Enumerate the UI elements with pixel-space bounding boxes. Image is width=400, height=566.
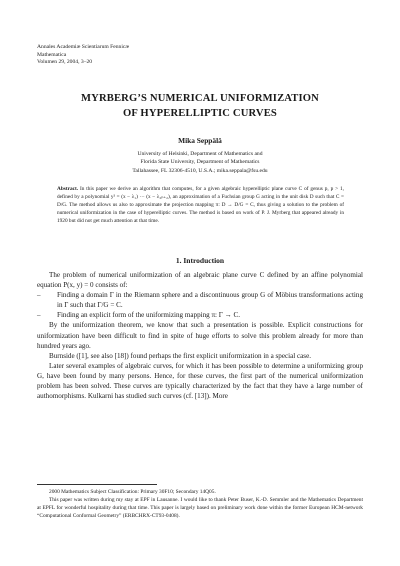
paragraph-2: By the uniformization theorem, we know that such a presentation is possible. Explicit constructions for uniformization have been difficult to find in spite of huge efforts to solve this problem already for more than hundred years ago. [37, 321, 363, 350]
body-text [37, 270, 363, 401]
paragraph-1: The problem of numerical uniformization of an algebraic plane curve C defined by an affine polynomial equation P(x, y) = 0 consists of: [37, 271, 363, 290]
abstract-label: Abstract. [57, 186, 79, 192]
author-affiliation [0, 150, 400, 175]
footnote-acknowledgement: This paper was written during my stay at EPF in Lausanne. I would like to thank Peter Buser, K.-D. Semmler and the Mathematics Department at EPFL for wonderful hospitality during that time. This paper is largely based on preliminary work done within the former European HCM-network “Computational Conformal Geometry” (ERBCHRX-CT93-0408). [37, 497, 363, 519]
abstract [57, 186, 344, 226]
title-line-1: MYRBERG’S NUMERICAL UNIFORMIZATION [81, 93, 319, 104]
footnotes [37, 488, 363, 520]
section-heading: 1. Introduction [175, 256, 225, 265]
journal-volume: Volumen 29, 2004, 3–20 [37, 59, 93, 66]
abstract-text: In this paper we derive an algorithm that computes, for a given algebraic hyperelliptic plane curve C of genus p, p > 1, defined by a polynomial y² = (x − λ₁) ··· (x − λ₂ₚ₊₂), an approximation of a Fuchsian group G acting in the unit disk D such that C = D/G. The method allows us also to approximate the projection mapping π: D → D/G = C, thus giving a solution to the problem of numerical uniformization in the case of hyperelliptic curves. The method is based on work of P. J. Myrberg that appeared already in 1920 but did not get much attention at that time. [57, 186, 345, 224]
affiliation-line-3: Tallahassee, FL 32306-4510, U.S.A.; mika.seppala@fsu.edu [132, 167, 268, 174]
footnote-classification: 2000 Mathematics Subject Classification: Primary 30F10; Secondary 14Q05. [49, 489, 216, 495]
affiliation-line-1: University of Helsinki, Department of Mathematics and [137, 151, 263, 157]
title-line-2: OF HYPERELLIPTIC CURVES [123, 107, 277, 119]
journal-name: Annales Academiæ Scientiarum Fennicæ [37, 44, 130, 50]
list-item-text: Finding an explicit form of the uniformizing mapping π: Γ → C. [57, 311, 241, 320]
journal-subject: Mathematica [37, 51, 67, 58]
paper-title [0, 92, 400, 121]
list-item-text: Finding a domain Γ in the Riemann sphere and a discontinuous group G of Möbius transformations acting in Γ such that Γ/G = C. [57, 291, 363, 310]
journal-header [37, 44, 129, 67]
affiliation-line-2: Florida State University, Department of Mathematics [140, 159, 260, 166]
list-item: – Finding an explicit form of the uniformizing mapping π: Γ → C. [37, 311, 241, 320]
author-name: Mika Seppälä [178, 136, 222, 145]
footnote-divider [37, 484, 157, 485]
list-item: – Finding a domain Γ in the Riemann sphere and a discontinuous group G of Möbius transformations acting in Γ such that Γ/G = C. [37, 291, 363, 310]
paragraph-4: Later several examples of algebraic curves, for which it has been possible to determine a uniformizing group G, have been found by many persons. Hence, for these curves, the first part of the numerical uniformization problem has been solved. These curves are typically characterized by the fact that they have a large number of authomorphisms. Kulkarni has studied such curves (cf. [13]). More [37, 361, 363, 401]
paragraph-3: Burnside ([1], see also [18]) found perhaps the first explicit uniformization in a special case. [49, 351, 311, 360]
requirement-list [37, 290, 363, 320]
